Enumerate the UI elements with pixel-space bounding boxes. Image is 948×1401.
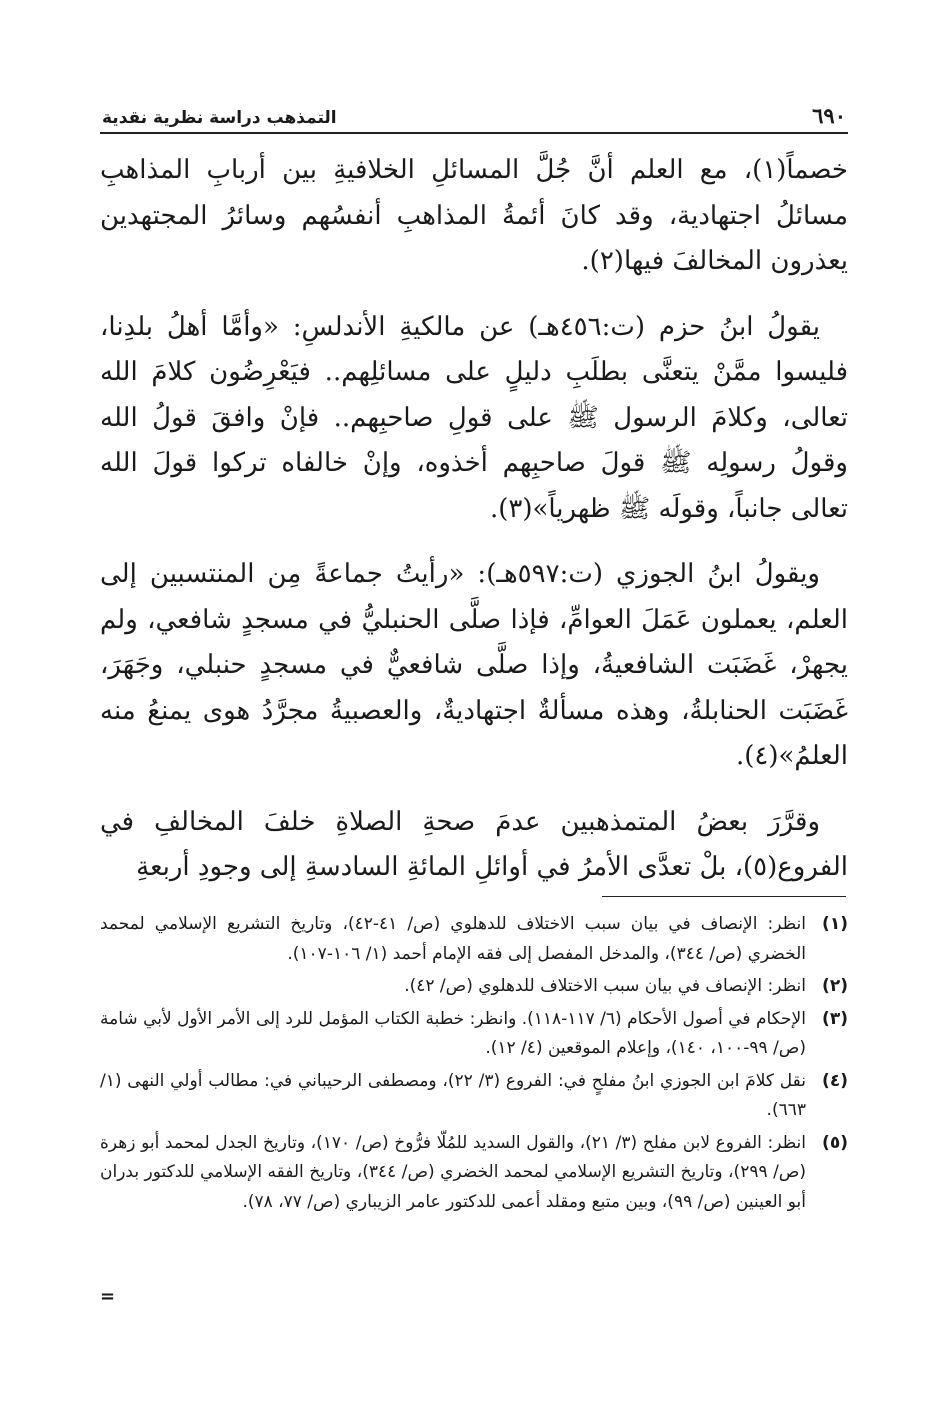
paragraph: ويقولُ ابنُ الجوزي (ت:٥٩٧هـ): «رأيتُ جماعةً مِن المنتسبين إلى العلم، يعملون عَمَلَ العوامِّ، فإذا صلَّى الحنبليُّ في مسجدٍ شافعي، ولم يجهرْ، غَضَبَت الشافعيةُ، وإذا صلَّى شافعيٌّ في مسجدٍ حنبلي، وجَهَرَ، غَضَبَت الحنابلةُ، وهذه مسألةٌ اجتهاديةٌ، والعصبيةُ مجرَّدُ هوى يمنعُ منه العلمُ»(٤). bbox=[100, 559, 848, 771]
page-number: ٦٩٠ bbox=[812, 103, 846, 128]
footnote-number: (٢) bbox=[822, 976, 848, 996]
paragraph: يقولُ ابنُ حزم (ت:٤٥٦هـ) عن مالكيةِ الأندلسِ: «وأمَّا أهلُ بلدِنا، فليسوا ممَّنْ يتعنَّى بطلَبِ دليلٍ على مسائلِهم.. فيَعْرِضُون كلامَ الله تعالى، وكلامَ الرسول ﷺ على قولِ صاحبِهم.. فإنْ وافقَ قولُ الله وقولُ رسولِه ﷺ قولَ صاحبِهم أخذوه، وإنْ خالفاه تركوا قولَ الله تعالى جانباً، وقولَه ﷺ ظهرياً»(٣). bbox=[100, 311, 848, 524]
footnote-item bbox=[100, 910, 848, 969]
footnote-text: انظر: الإنصاف في بيان سبب الاختلاف للدهلوي (ص/ ٤٢). bbox=[404, 976, 806, 996]
footnote-text: نقل كلامَ ابن الجوزي ابنُ مفلحٍ في: الفروع (٣/ ٢٢)، ومصطفى الرحيباني في: مطالب أولي النهى (١/ ٦٦٣). bbox=[100, 1070, 806, 1120]
footnote-number: (١) bbox=[822, 914, 848, 934]
book-page bbox=[100, 96, 848, 1307]
footnotes bbox=[100, 910, 848, 1220]
footnote-number: (٤) bbox=[822, 1070, 848, 1091]
footnote-item bbox=[100, 1129, 848, 1218]
footnote-separator bbox=[602, 896, 846, 897]
footnote-item bbox=[100, 972, 848, 1002]
book-title: التمذهب دراسة نظرية نقدية bbox=[102, 108, 337, 128]
footnote-text: الإحكام في أصول الأحكام (٦/ ١١٧-١١٨). وانظر: خطبة الكتاب المؤمل للرد إلى الأمر الأول لأبي شامة (ص/ ٩٩-١٠٠، ١٤٠)، وإعلام الموقعين (٤/ ١٢). bbox=[100, 1008, 806, 1058]
footnote-continuation-mark: = bbox=[100, 1286, 116, 1307]
footnote-item bbox=[100, 1005, 848, 1064]
paragraph: وقرَّرَ بعضُ المتمذهبين عدمَ صحةِ الصلاةِ خلفَ المخالفِ في الفروع(٥)، بلْ تعدَّى الأمرُ في أوائلِ المائةِ السادسةِ إلى وجودِ أربعةِ bbox=[100, 806, 848, 882]
footnote-number: (٣) bbox=[822, 1008, 848, 1029]
footnote-text: انظر: الفروع لابن مفلح (٣/ ٢١)، والقول السديد للمُلّا فرُّوخ (ص/ ١٧٠)، وتاريخ الجدل لمحمد أبو زهرة (ص/ ٢٩٩)، وتاريخ التشريع الإسلامي لمحمد الخضري (ص/ ٣٤٤)، وتاريخ الفقه الإسلامي للدكتور بدران أبو العينين (ص/ ٩٩)، وبين متبع ومقلد أعمى للدكتور عامر الزيباري (ص/ ٧٧، ٧٨). bbox=[100, 1132, 807, 1212]
main-text bbox=[100, 148, 848, 891]
footnote-number: (٥) bbox=[822, 1132, 848, 1153]
paragraph: خصماً(١)، مع العلم أنَّ جُلَّ المسائلِ الخلافيةِ بين أربابِ المذاهبِ مسائلُ اجتهادية، وقد كانَ أئمةُ المذاهبِ أنفسُهم وسائرُ المجتهدين يعذرون المخالفَ فيها(٢). bbox=[100, 155, 848, 276]
footnote-item bbox=[100, 1067, 848, 1126]
footnote-text: انظر: الإنصاف في بيان سبب الاختلاف للدهلوي (ص/ ٤١-٤٢)، وتاريخ التشريع الإسلامي لمحمد الخضري (ص/ ٣٤٤)، والمدخل المفصل إلى فقه الإمام أحمد (١/ ١٠٦-١٠٧). bbox=[100, 914, 806, 964]
running-header bbox=[100, 96, 848, 134]
